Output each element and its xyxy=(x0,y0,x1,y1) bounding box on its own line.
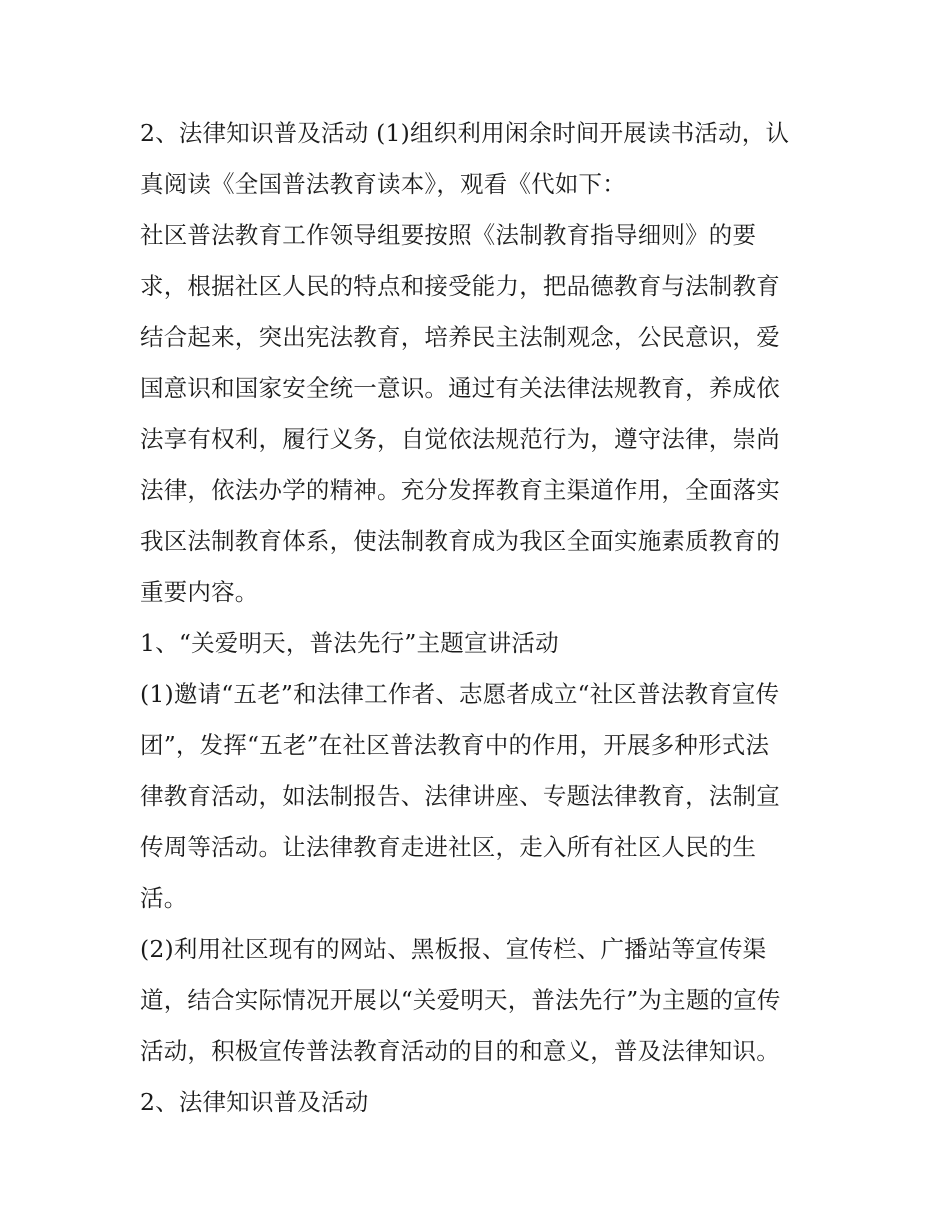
text-line: 活动，积极宣传普法教育活动的目的和意义，普及法律知识。 xyxy=(140,1037,780,1065)
text-line: 我区法制教育体系，使法制教育成为我区全面实施素质教育的 xyxy=(140,527,780,555)
text-line: 2、法律知识普及活动 (1)组织利用闲余时间开展读书活动，认 xyxy=(140,119,790,147)
text-line: 法律，依法办学的精神。充分发挥教育主渠道作用，全面落实 xyxy=(140,476,780,504)
text-line: 社区普法教育工作领导组要按照《法制教育指导细则》的要 xyxy=(140,221,757,249)
text-line: (1)邀请“五老”和法律工作者、志愿者成立“社区普法教育宣传 xyxy=(140,680,780,708)
text-line: 真阅读《全国普法教育读本》，观看《代如下： xyxy=(140,170,626,198)
document-body xyxy=(140,108,820,1128)
text-line: 律教育活动，如法制报告、法律讲座、专题法律教育，法制宣 xyxy=(140,782,780,810)
text-line: 重要内容。 xyxy=(140,578,259,606)
text-line: 团”，发挥“五老”在社区普法教育中的作用，开展多种形式法 xyxy=(140,731,770,759)
text-line: 活。 xyxy=(140,884,188,912)
text-line: 法享有权利，履行义务，自觉依法规范行为，遵守法律，崇尚 xyxy=(140,425,780,453)
text-line: 道，结合实际情况开展以“关爱明天，普法先行”为主题的宣传 xyxy=(140,986,781,1014)
text-line: 结合起来，突出宪法教育，培养民主法制观念，公民意识，爱 xyxy=(140,323,780,351)
text-line: (2)利用社区现有的网站、黑板报、宣传栏、广播站等宣传渠 xyxy=(140,935,767,963)
text-line: 国意识和国家安全统一意识。通过有关法律法规教育，养成依 xyxy=(140,374,780,402)
section-heading: 1、“关爱明天，普法先行”主题宣讲活动 xyxy=(140,629,559,657)
text-line: 求，根据社区人民的特点和接受能力，把品德教育与法制教育 xyxy=(140,272,780,300)
text-line: 传周等活动。让法律教育走进社区，走入所有社区人民的生 xyxy=(140,833,757,861)
section-heading: 2、法律知识普及活动 xyxy=(140,1088,369,1116)
